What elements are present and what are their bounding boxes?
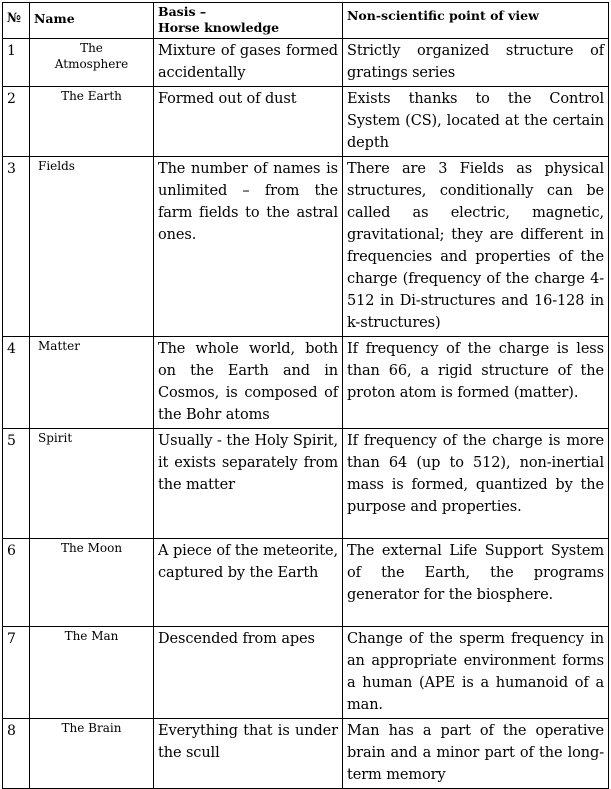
row-name: [30, 627, 154, 719]
table-row: [3, 719, 609, 789]
row-name-text: Fields: [38, 159, 75, 173]
comparison-table: [2, 2, 609, 789]
header-row: [3, 3, 609, 39]
row-num: 7: [3, 627, 30, 719]
row-view: If frequency of the charge is more than 64 (up to 512), non-inertial mass is formed, quantized by the purpose and properties.: [343, 429, 609, 539]
table-row: [3, 539, 609, 627]
header-basis-line1: Basis –: [158, 4, 207, 19]
table-row: [3, 87, 609, 157]
row-basis: The whole world, both on the Earth and in Cosmos, is composed of the Bohr atoms: [154, 337, 343, 429]
header-basis: [154, 3, 343, 39]
row-name-text: The Earth: [61, 89, 122, 103]
table-row: [3, 429, 609, 539]
row-view: Man has a part of the operative brain and a minor part of the long-term memory: [343, 719, 609, 789]
row-name: [30, 337, 154, 429]
row-num: 2: [3, 87, 30, 157]
row-name: [30, 157, 154, 337]
row-name: [30, 429, 154, 539]
row-name-text: The Man: [64, 629, 119, 643]
row-view: Change of the sperm frequency in an appropriate environment forms a human (APE is a humanoid of a man.: [343, 627, 609, 719]
row-name: [30, 719, 154, 789]
row-num: 4: [3, 337, 30, 429]
row-basis: Everything that is under the scull: [154, 719, 343, 789]
table-row: [3, 337, 609, 429]
row-basis: Usually - the Holy Spirit, it exists separately from the matter: [154, 429, 343, 539]
row-name-line2: Atmosphere: [54, 57, 129, 71]
row-num: 6: [3, 539, 30, 627]
row-name: [30, 87, 154, 157]
row-name: [30, 39, 154, 87]
row-basis: The number of names is unlimited – from the farm fields to the astral ones.: [154, 157, 343, 337]
header-basis-line2: Horse knowledge: [158, 20, 280, 35]
row-num: 5: [3, 429, 30, 539]
row-basis: Formed out of dust: [154, 87, 343, 157]
table-row: [3, 157, 609, 337]
row-num: 3: [3, 157, 30, 337]
header-num: №: [3, 3, 30, 39]
row-name-text: Spirit: [38, 431, 73, 445]
row-num: 8: [3, 719, 30, 789]
table-row: [3, 627, 609, 719]
row-name: [30, 539, 154, 627]
header-name: Name: [30, 3, 154, 39]
row-num: 1: [3, 39, 30, 87]
row-name-line1: The: [80, 41, 103, 55]
table-row: [3, 39, 609, 87]
header-view: Non-scientific point of view: [343, 3, 609, 39]
row-view: If frequency of the charge is less than 66, a rigid structure of the proton atom is formed (matter).: [343, 337, 609, 429]
row-name-text: Matter: [38, 339, 80, 353]
row-name-text: The Moon: [60, 541, 123, 555]
row-basis: A piece of the meteorite, captured by the Earth: [154, 539, 343, 627]
row-view: Strictly organized structure of gratings series: [343, 39, 609, 87]
row-name-text: The Brain: [61, 721, 122, 735]
row-view: The external Life Support System of the Earth, the programs generator for the biosphere.: [343, 539, 609, 627]
row-basis: Mixture of gases formed accidentally: [154, 39, 343, 87]
row-view: There are 3 Fields as physical structures, conditionally can be called as electric, magnetic, gravitational; they are different in frequencies and properties of the charge (frequency of the charge 4-512 in Di-structures and 16-128 in k-structures): [343, 157, 609, 337]
row-view: Exists thanks to the Control System (CS), located at the certain depth: [343, 87, 609, 157]
row-basis: Descended from apes: [154, 627, 343, 719]
